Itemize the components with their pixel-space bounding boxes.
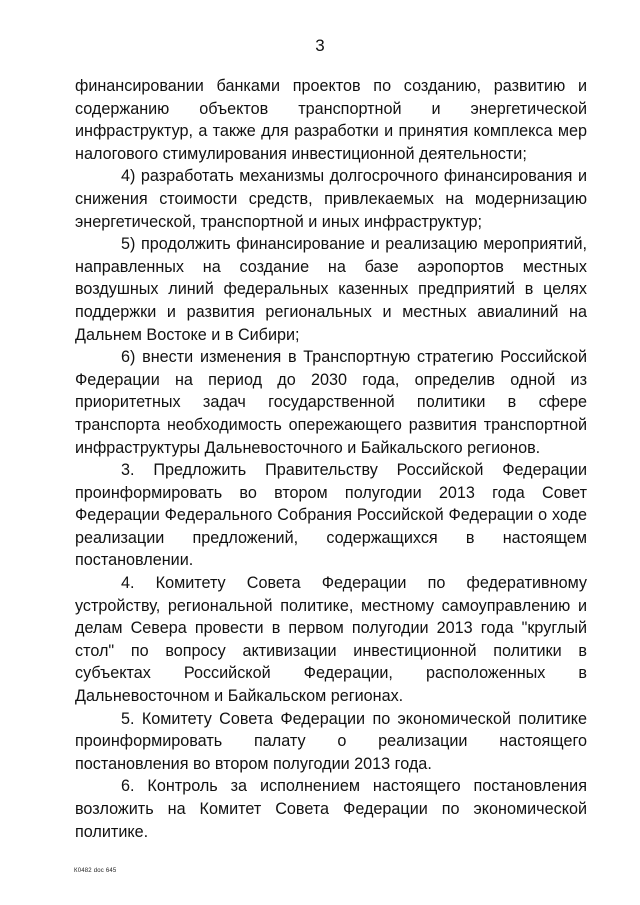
paragraph-item-6: 6) внести изменения в Транспортную стратегию Российской Федерации на период до 2030 года, определив одной из приоритетных задач государственной политики в сфере транспорта необходимость опережающего развития транспортной инфраструктуры Дальневосточного и Байкальского регионов. [75, 348, 587, 457]
document-body [75, 75, 587, 843]
paragraph-clause-3: 3. Предложить Правительству Российской Федерации проинформировать во втором полугодии 2013 года Совет Федерации Федерального Собрания Российской Федерации о ходе реализации предложений, содержащихся в настоящем постановлении. [75, 461, 587, 570]
paragraph-item-4: 4) разработать механизмы долгосрочного финансирования и снижения стоимости средств, привлекаемых на модернизацию энергетической, транспортной и иных инфраструктур; [75, 167, 587, 231]
paragraph-clause-4: 4. Комитету Совета Федерации по федеративному устройству, региональной политике, местному самоуправлению и делам Севера провести в первом полугодии 2013 года "круглый стол" по вопросу активизации инвестиционной политики в субъектах Российской Федерации, расположенных в Дальневосточном и Байкальском регионах. [75, 574, 587, 706]
footer-file-ref: К0482 doc 645 [74, 868, 117, 874]
paragraph-clause-5: 5. Комитету Совета Федерации по экономической политике проинформировать палату о реализации настоящего постановления во втором полугодии 2013 года. [75, 709, 587, 773]
paragraph-item-5: 5) продолжить финансирование и реализацию мероприятий, направленных на создание на базе аэропортов местных воздушных линий федеральных казенных предприятий в целях поддержки и развития региональных и местных авиалиний на Дальнем Востоке и в Сибири; [75, 235, 587, 344]
page-number: 3 [315, 36, 325, 55]
paragraph-continuation: финансировании банками проектов по созданию, развитию и содержанию объектов транспортной и энергетической инфраструктур, а также для разработки и принятия комплекса мер налогового стимулирования инвестиционной деятельности; [75, 77, 587, 163]
paragraph-clause-6: 6. Контроль за исполнением настоящего постановления возложить на Комитет Совета Федерации по экономической политике. [75, 777, 587, 841]
